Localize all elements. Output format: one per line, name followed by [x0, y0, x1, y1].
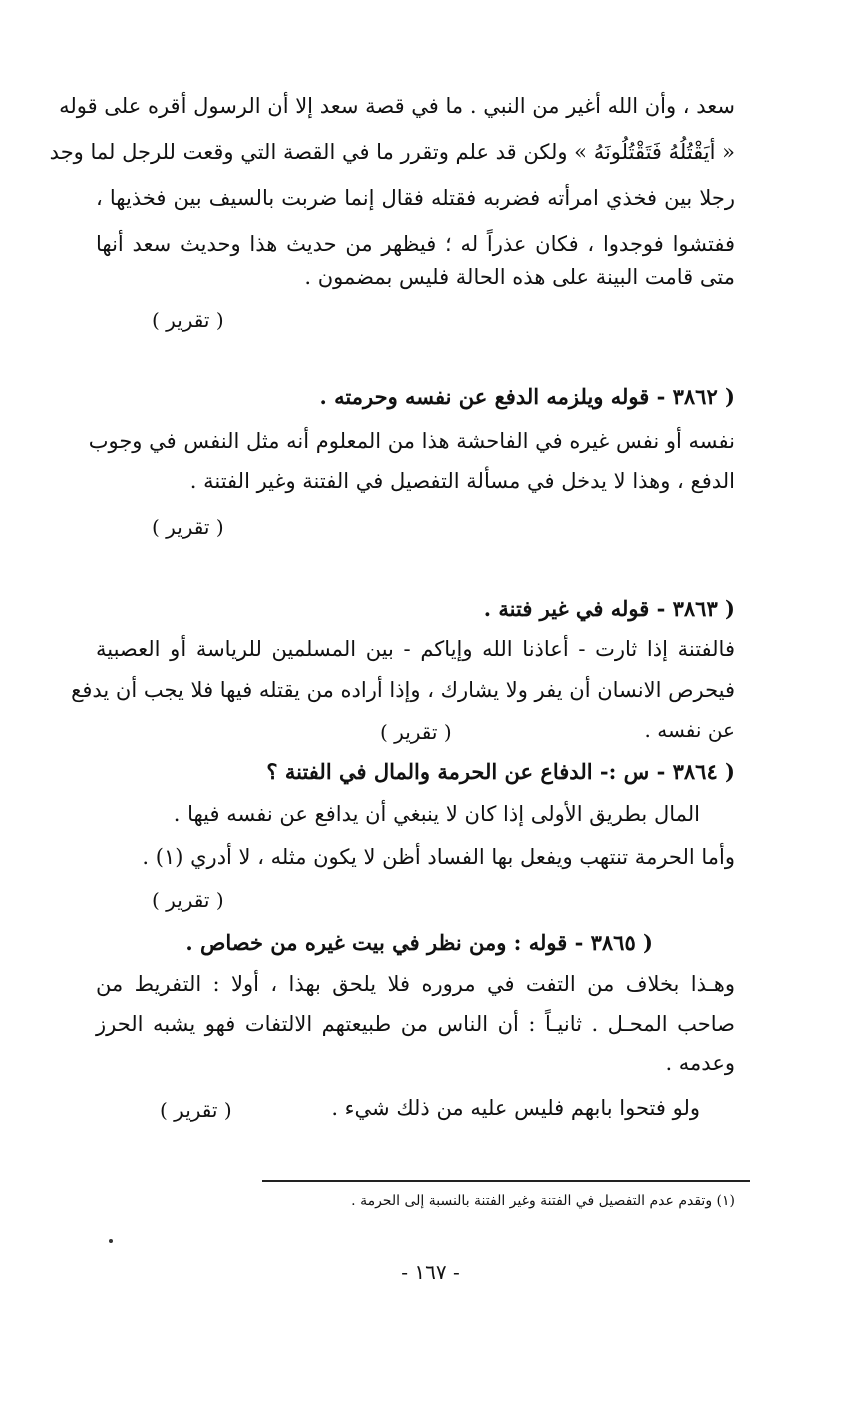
text-line: « أيَقْتُلُهُ فَتَقْتُلُونَهُ » ولكن قد علم وتقرر ما في القصة التي وقعت للرجل لما وجد — [49, 140, 735, 164]
page-number: - ١٦٧ - — [401, 1260, 460, 1284]
taqrir-tag: ( تقرير ) — [160, 1098, 232, 1122]
section-heading: ( ٣٨٦٣ - قوله في غير فتنة . — [483, 596, 735, 621]
text-line: متى قامت البينة على هذه الحالة فليس بمضمون . — [304, 265, 735, 289]
text-line: وهـذا بخلاف من التفت في مروره فلا يلحق بهذا ، أولا : التفريط من — [96, 972, 735, 996]
taqrir-tag: ( تقرير ) — [152, 888, 224, 912]
text-line: ففتشوا فوجدوا ، فكان عذراً له ؛ فيظهر من حديث هذا وحديث سعد أنها — [96, 232, 735, 256]
text-line: نفسه أو نفس غيره في الفاحشة هذا من المعلوم أنه مثل النفس في وجوب — [88, 429, 735, 453]
taqrir-tag: ( تقرير ) — [152, 308, 224, 332]
section-heading: ( ٣٨٦٤ - س :- الدفاع عن الحرمة والمال في الفتنة ؟ — [266, 759, 735, 784]
footnote-divider — [262, 1180, 750, 1182]
speck-mark — [109, 1239, 113, 1243]
text-line: المال بطريق الأولى إذا كان لا ينبغي أن يدافع عن نفسه فيها . — [173, 802, 700, 826]
taqrir-tag: ( تقرير ) — [380, 720, 452, 744]
text-line: الدفع ، وهذا لا يدخل في مسألة التفصيل في الفتنة وغير الفتنة . — [189, 469, 735, 493]
text-line: عن نفسه . — [644, 718, 735, 742]
text-line: وعدمه . — [665, 1051, 735, 1075]
text-line: فيحرص الانسان أن يفر ولا يشارك ، وإذا أراده من يقتله فيها فلا يجب أن يدفع — [71, 678, 735, 702]
section-heading: ( ٣٨٦٢ - قوله ويلزمه الدفع عن نفسه وحرمته . — [319, 384, 735, 409]
text-line: سعد ، وأن الله أغير من النبي . ما في قصة سعد إلا أن الرسول أقره على قوله — [59, 94, 735, 118]
text-line: رجلا بين فخذي امرأته فضربه فقتله فقال إنما ضربت بالسيف بين فخذيها ، — [96, 186, 735, 210]
taqrir-tag: ( تقرير ) — [152, 515, 224, 539]
footnote: (١) وتقدم عدم التفصيل في الفتنة وغير الفتنة بالنسبة إلى الحرمة . — [351, 1193, 735, 1209]
section-heading: ( ٣٨٦٥ - قوله : ومن نظر في بيت غيره من خصاص . — [185, 930, 653, 955]
text-line: فالفتنة إذا ثارت - أعاذنا الله وإياكم - بين المسلمين للرياسة أو العصبية — [96, 637, 735, 661]
text-line: وأما الحرمة تنتهب ويفعل بها الفساد أظن لا يكون مثله ، لا أدري (١) . — [142, 845, 735, 869]
text-line: ولو فتحوا بابهم فليس عليه من ذلك شيء . — [331, 1096, 700, 1120]
text-line: صاحب المحـل . ثانيـاً : أن الناس من طبيعتهم الالتفات فهو يشبه الحرز — [96, 1012, 735, 1036]
